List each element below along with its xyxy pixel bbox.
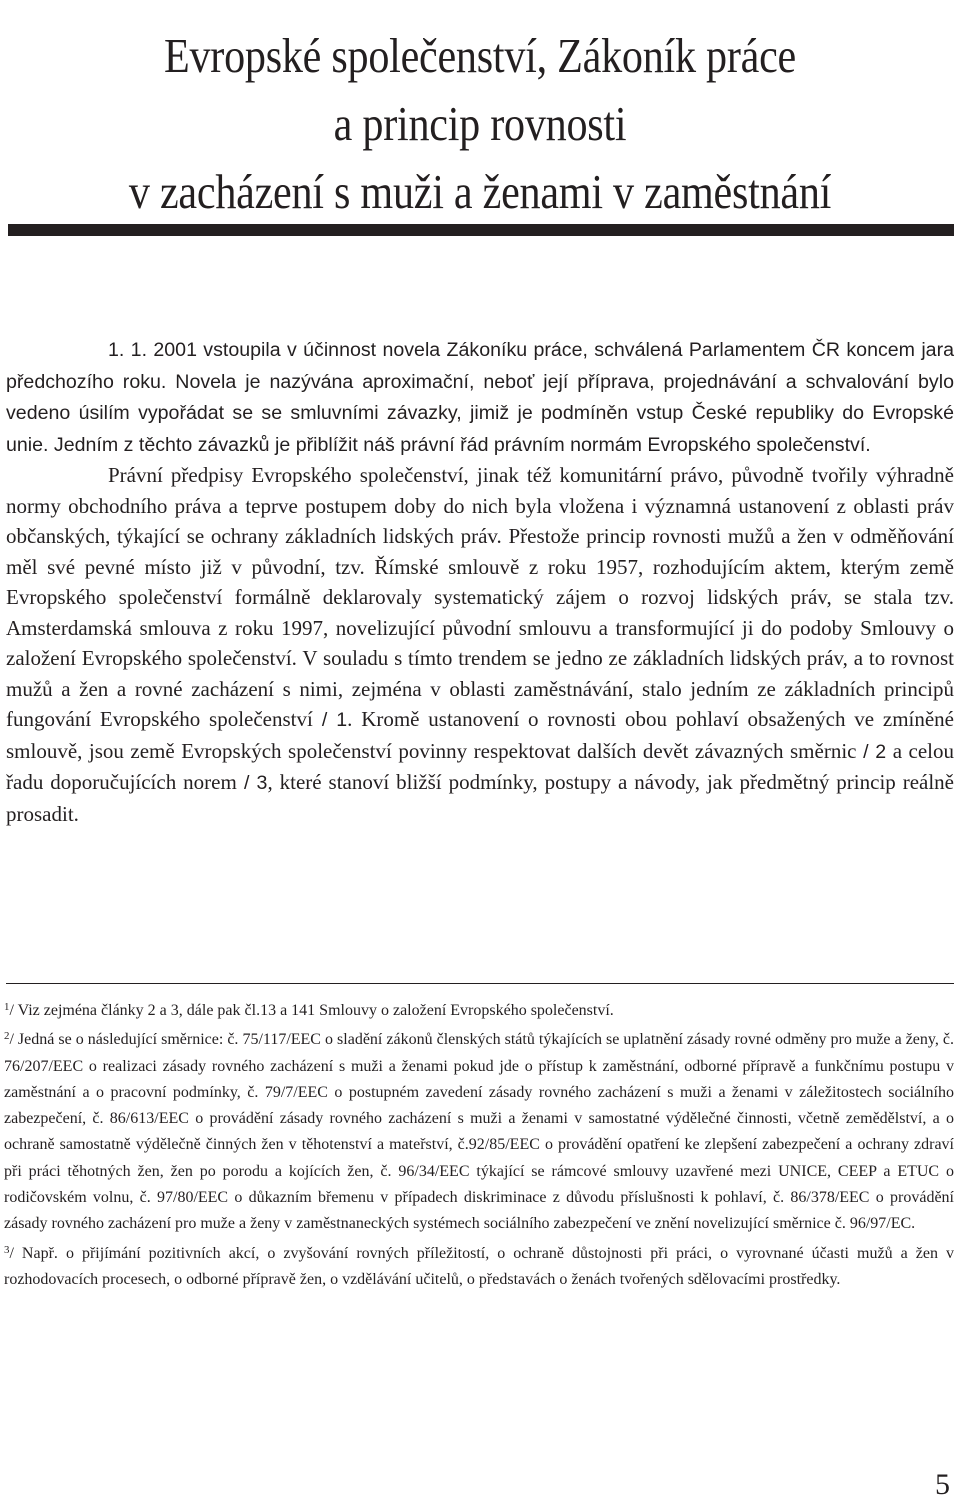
paragraph-2-text-a: Právní předpisy Evropského společenství, jinak též komunitární právo, původně tvořily výhradně normy obchodního práva a teprve postupem doby do nich byla vložena i významná ustanovení z oblasti práv občanských, týkající se ochrany základních lidských práv. Přestože princip rovnosti mužů a žen v odměňování měl své pevné místo již v původní, tzv. Římské smlouvě z roku 1957, rozhodujícím aktem, kterým země Evropského společenství formálně deklarovaly systematický zájem o rozvoj lidských práv, se stala tzv. Amsterdamská smlouva z roku 1997, novelizující původní smlouvu a transformující ji do podoby Smlouvy o založení Evropského společenství. V souladu s tímto trendem se jedno ze základních lidských práv, a to rovnost mužů a žen a rovné zacházení s nimi, zejména v oblasti zaměstnávání, stalo jedním ze základních principů fungování Evropského společenství (6, 463, 954, 731)
paragraph-2-text-c: a celou řadu doporučujících norem (6, 738, 955, 794)
title-line-3: v zacházení s muži a ženami v zaměstnání (128, 164, 832, 219)
article-body (6, 334, 954, 829)
footnote-2 (4, 1027, 954, 1237)
footnote-divider (6, 983, 954, 984)
footnote-1 (4, 998, 954, 1024)
footnote-1-text: / Viz zejména články 2 a 3, dále pak čl.13 a 141 Smlouvy o založení Evropského společenství. (9, 1002, 614, 1019)
title-divider (8, 224, 954, 236)
footnote-1-number: 1 (4, 1001, 10, 1014)
paragraph-1-lead: 1. 1. 2001 vstoupila v účinnost novela Zákoníku práce, schválená Parlamentem ČR koncem jara předchozího roku. (6, 339, 954, 393)
title-line-1: Evropské společenství, Zákoník práce (164, 28, 796, 83)
paragraph-1 (6, 334, 954, 460)
paragraph-1-rest: Novela je nazývána aproximační, neboť její příprava, projednávání a schvalování bylo vedeno úsilím vypořádat se se smluvními závazky, jimiž je podmíněn vstup České republiky do Evropské unie. Jedním z těchto závazků je přiblížit náš právní řád právním normám Evropského společenství. (6, 370, 954, 456)
paragraph-2-text-d: , které stanoví bližší podmínky, postupy a návody, jak předmětný princip reálně prosadit. (6, 770, 955, 826)
footnotes (4, 998, 954, 1296)
page-title (67, 22, 893, 226)
footnote-ref-2[interactable]: / 2 (856, 740, 887, 763)
footnote-3-text: / Např. o přijímání pozitivních akcí, o zvyšování rovných příležitostí, o ochraně důstojnosti při práci, o vyrovnané účasti mužů a žen v rozhodovacích procesech, o odborné přípravě žen, o vzdělávání učitelů, o představách o ženách tvořených sdělovacími prostředky. (4, 1244, 954, 1288)
footnote-2-text: / Jedná se o následující směrnice: č. 75/117/EEC o sladění zákonů členských států týkajících se uplatnění zásady rovné odměny pro muže a ženy, č. 76/207/EEC o realizaci zásady rovného zacházení s muži a ženami pokud jde o přístup k zaměstnání, odborné přípravě a funkčnímu postupu v zaměstnání a o pracovní podmínky, č. 79/7/EEC o postupném zavedení zásady rovného zacházení s muži a ženami v záležitostech sociálního zabezpečení, č. 86/613/EEC o provádění zásady rovného zacházení s muži a ženami v samostatné výdělečné činnosti, včetně zemědělství, a o ochraně samostatně výdělečně činných žen v těhotenství a mateřství, č.92/85/EEC o provádění opatření ke zlepšení zabezpečení a ochrany zdraví při práci těhotných žen, žen po porodu a kojících žen, č. 96/34/EEC týkající se rámcové smlouvy uzavřené mezi UNICE, CEEP a ETUC o rodičovském volnu, č. 97/80/EEC o důkazním břemenu v případech diskriminace z důvodu příslušnosti k pohlaví, č. 86/378/EEC o provádění zásady rovného zacházení pro muže a ženy v zaměstnaneckých systémech sociálního zabezpečení ve znění novelizující směrnice č. 96/97/EC. (4, 1031, 954, 1233)
title-line-2: a princip rovnosti (333, 96, 627, 151)
footnote-2-number: 2 (4, 1030, 10, 1043)
paragraph-2-text-b: . Kromě ustanovení o rovnosti obou pohlaví obsažených ve zmíněné smlouvě, jsou země Evropských společenství povinny respektovat dalších devět závazných směrnic (6, 707, 954, 763)
footnote-3 (4, 1241, 954, 1294)
footnote-ref-1[interactable]: / 1 (312, 709, 348, 731)
footnote-ref-3[interactable]: / 3 (236, 772, 268, 794)
footnote-3-number: 3 (4, 1243, 10, 1256)
paragraph-2 (6, 460, 954, 829)
page-number: 5 (935, 1468, 950, 1501)
